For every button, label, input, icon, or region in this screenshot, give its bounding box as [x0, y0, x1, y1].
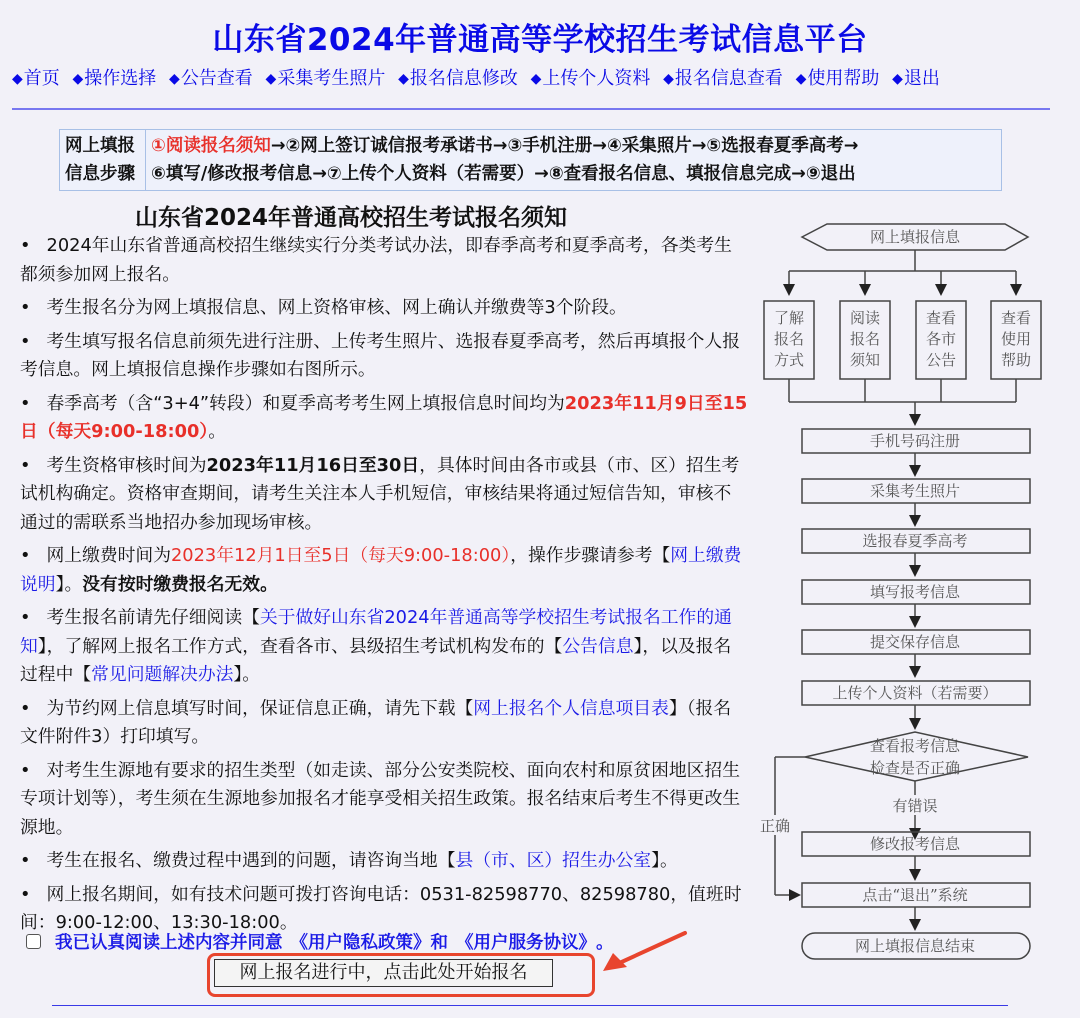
nav-photo-capture[interactable]: ◆采集考生照片 [265, 68, 386, 89]
svg-text:提交保存信息: 提交保存信息 [869, 633, 961, 651]
payment-guide-link[interactable]: 网上缴费说明 [20, 545, 742, 595]
diamond-icon: ◆ [169, 71, 180, 87]
diamond-icon: ◆ [12, 71, 23, 87]
svg-text:网上填报信息: 网上填报信息 [869, 228, 961, 246]
svg-text:方式: 方式 [773, 351, 805, 369]
list-item: • 考生报名前请先仔细阅读【关于做好山东省2024年普通高等学校招生考试报名工作的通知】，了解网上报名工作方式，查看各市、县级招生考试机构发布的【公告信息】，以及报名过程中【常见问题解决办法】。 [20, 607, 732, 685]
svg-text:上传个人资料（若需要）: 上传个人资料（若需要） [832, 684, 998, 702]
svg-text:选报春夏季高考: 选报春夏季高考 [862, 532, 968, 550]
svg-text:阅读: 阅读 [849, 309, 881, 327]
nav-view-registration[interactable]: ◆报名信息查看 [663, 68, 783, 89]
header-divider [12, 108, 1050, 110]
registration-flowchart [750, 215, 1080, 975]
review-dates: 2023年11月16日至30日 [206, 454, 420, 476]
svg-text:有错误: 有错误 [892, 797, 938, 815]
list-item: • 春季高考（含“3+4”转段）和夏季高考考生网上填报信息时间均为2023年11月9日至15日（每天9:00-18:00）。 [20, 392, 748, 442]
nav-upload-documents[interactable]: ◆上传个人资料 [530, 68, 651, 89]
svg-text:网上填报信息结束: 网上填报信息结束 [854, 937, 976, 955]
footer-divider [52, 1005, 1008, 1006]
list-item: • 2024年山东省普通高校招生继续实行分类考试办法，即春季高考和夏季高考，各类考生都须参加网上报名。 [20, 235, 732, 285]
list-item: • 考生资格审核时间为2023年11月16日至30日，具体时间由各市或县（市、区）招生考试机构确定。资格审查期间，请考生关注本人手机短信，审核结果将通过短信告知，审核不通过的需联系当地招办参加现场审核。 [20, 454, 740, 533]
local-office-link[interactable]: 县（市、区）招生办公室 [455, 850, 652, 871]
site-title: 山东省2024年普通高等学校招生考试信息平台 [212, 22, 868, 58]
list-item: • 考生在报名、缴费过程中遇到的问题，请咨询当地【县（市、区）招生办公室】。 [20, 850, 678, 871]
current-step: ①阅读报名须知 [151, 136, 271, 156]
svg-text:报名: 报名 [849, 330, 881, 348]
steps-label: 网上填报 信息步骤 [60, 130, 146, 190]
diamond-icon: ◆ [72, 71, 84, 87]
privacy-policy-link[interactable]: 《用户隐私政策》 [290, 933, 431, 953]
diamond-icon: ◆ [398, 71, 409, 87]
list-item: • 对考生生源地有要求的招生类型（如走读、部分公安类院校、面向农村和原贫困地区招生专项计划等），考生须在生源地参加报名才能享受相关招生政策。报名结束后考生不得更改生源地。 [20, 759, 741, 838]
notice-list [20, 232, 748, 943]
nav-edit-registration[interactable]: ◆报名信息修改 [398, 68, 518, 89]
announcement-info-link[interactable]: 公告信息 [562, 635, 634, 657]
nav-home[interactable]: ◆首页 [12, 68, 60, 89]
svg-text:公告: 公告 [925, 351, 957, 369]
faq-link[interactable]: 常见问题解决办法 [91, 664, 234, 685]
agreement-row: 我已认真阅读上述内容并同意 《用户隐私政策》 和 《用户服务协议》 。 [26, 929, 614, 954]
list-item: • 为节约网上信息填写时间，保证信息正确，请先下载【网上报名个人信息项目表】（报名文件附件3）打印填写。 [20, 697, 732, 747]
registration-notice-link[interactable]: 关于做好山东省2024年普通高等学校招生考试报名工作的通知 [20, 607, 732, 657]
svg-text:各市: 各市 [925, 330, 957, 348]
svg-text:手机号码注册: 手机号码注册 [869, 432, 961, 450]
svg-text:点击“退出”系统: 点击“退出”系统 [862, 886, 968, 904]
registration-dates: 2023年11月9日至15日（每天9:00-18:00） [20, 392, 748, 442]
nav-logout[interactable]: ◆退出 [892, 68, 940, 89]
info-form-download-link[interactable]: 网上报名个人信息项目表 [473, 697, 669, 719]
diamond-icon: ◆ [795, 71, 807, 87]
nav-announcements[interactable]: ◆公告查看 [169, 68, 253, 89]
list-item: • 网上报名期间，如有技术问题可拨打咨询电话：0531-82598770、82598780，值班时间：9:00-12:00、13:30-18:00。 [20, 883, 742, 933]
agreement-checkbox[interactable] [26, 934, 41, 949]
steps-body: ①阅读报名须知→②网上签订诚信报考承诺书→③手机注册→④采集照片→⑤选报春夏季高考→ ⑥填写/修改报考信息→⑦上传个人资料（若需要）→⑧查看报名信息、填报信息完成→⑨退出 [151, 136, 859, 184]
list-item: • 考生填写报名信息前须先进行注册、上传考生照片、选报春夏季高考，然后再填报个人报考信息。网上填报信息操作步骤如右图所示。 [20, 330, 740, 380]
notice-title: 山东省2024年普通高校招生考试报名须知 [135, 205, 568, 231]
svg-text:查看: 查看 [1000, 309, 1032, 327]
list-item: • 网上缴费时间为2023年12月1日至5日（每天9:00-18:00），操作步骤请参考【网上缴费说明】。没有按时缴费报名无效。 [20, 545, 742, 595]
svg-text:使用: 使用 [1000, 330, 1032, 348]
svg-text:报名: 报名 [773, 330, 805, 348]
start-registration-button[interactable]: 网上报名进行中，点击此处开始报名 [214, 959, 553, 987]
svg-text:检查是否正确: 检查是否正确 [869, 759, 961, 777]
diamond-icon: ◆ [265, 71, 277, 87]
diamond-icon: ◆ [663, 71, 674, 87]
svg-text:采集考生照片: 采集考生照片 [869, 482, 961, 500]
nav-help[interactable]: ◆使用帮助 [795, 68, 880, 89]
service-agreement-link[interactable]: 《用户服务协议》 [456, 933, 596, 953]
diamond-icon: ◆ [892, 71, 903, 87]
payment-dates: 2023年12月1日至5日（每天9:00-18:00） [170, 545, 511, 566]
nav-operation-select[interactable]: ◆操作选择 [72, 68, 157, 89]
svg-text:帮助: 帮助 [1000, 351, 1032, 369]
annotation-arrow-icon [595, 925, 695, 975]
svg-text:修改报考信息: 修改报考信息 [869, 835, 961, 853]
svg-text:正确: 正确 [759, 817, 791, 835]
svg-text:了解: 了解 [773, 309, 805, 327]
steps-table [59, 129, 1002, 191]
diamond-icon: ◆ [530, 71, 542, 87]
svg-text:填写报考信息: 填写报考信息 [869, 583, 961, 601]
svg-text:须知: 须知 [849, 351, 881, 369]
svg-text:查看报考信息: 查看报考信息 [869, 737, 961, 755]
svg-text:查看: 查看 [925, 309, 957, 327]
list-item: • 考生报名分为网上填报信息、网上资格审核、网上确认并缴费等3个阶段。 [20, 297, 627, 318]
top-nav [12, 64, 1072, 90]
